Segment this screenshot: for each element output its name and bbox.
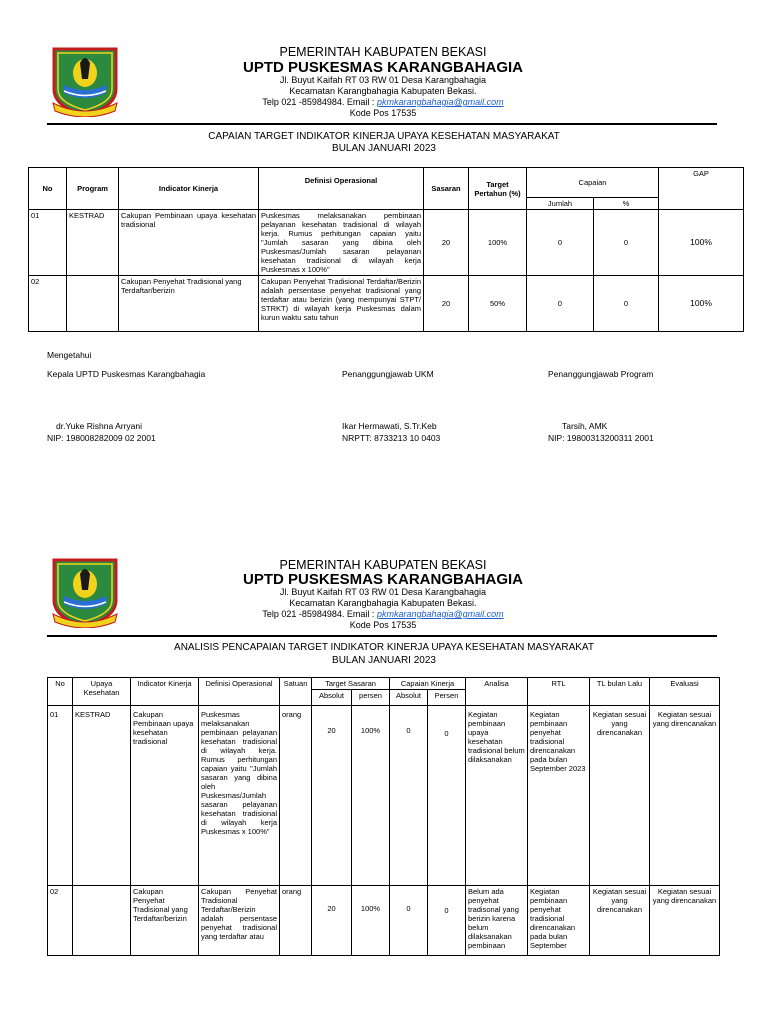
cell-satuan: orang [280, 886, 312, 956]
header-address-1: Jl. Buyut Kaifah RT 03 RW 01 Desa Karangbahagia [279, 75, 487, 85]
th-persen: persen [352, 690, 390, 706]
email-link[interactable]: pkmkarangbahagia@gmail.com [376, 97, 504, 107]
sig-name-ukm: Ikar Hermawati, S.Tr.Keb [342, 421, 437, 431]
th-absolut: Absolut [312, 690, 352, 706]
cell-definisi: Cakupan Penyehat Tradisional Terdaftar/Berizin adalah persentase penyehat tradisional yang terdaftar atau [199, 886, 280, 956]
telp-text: Telp 021 -85984984. Email : [262, 97, 377, 107]
sig-role-kepala: Kepala UPTD Puskesmas Karangbahagia [47, 369, 206, 379]
th-gap: GAP [659, 168, 744, 210]
th-upaya: Upaya Kesehatan [73, 678, 131, 706]
th-definisi: Definisi Operasional [259, 168, 424, 210]
sig-name-kepala: dr.Yuke Rishna Arryani [56, 421, 142, 431]
th-persen-capaian: Persen [428, 690, 466, 706]
th-no: No [29, 168, 67, 210]
header-kodepos: Kode Pos 17535 [349, 108, 417, 118]
th-persen: % [594, 198, 659, 210]
sig-nip-ukm: NRPTT: 8733213 10 0403 [342, 433, 441, 443]
email-link[interactable]: pkmkarangbahagia@gmail.com [376, 609, 504, 619]
header-telp [228, 97, 538, 108]
th-absolut-capaian: Absolut [390, 690, 428, 706]
sig-name-program: Tarsih, AMK [562, 421, 608, 431]
cell-gap: 100% [659, 210, 744, 276]
cell-definisi: Puskesmas melaksanakan pembinaan pelayanan kesehatan tradisional di wilayah kerja. Rumus perhitungan capaian yaitu "Jumlah sasaran yang dibina oleh Puskesmas/Jumlah sasaran pelayanan kesehatan tradisional di wilayah kerja Puskesmas x 100%" [199, 706, 280, 886]
sig-nip-program: NIP: 19800313200311 2001 [548, 433, 654, 443]
cell-gap: 100% [659, 276, 744, 332]
header-rule [47, 123, 717, 125]
cell-sasaran: 20 [424, 210, 469, 276]
sig-nip-kepala: NIP: 198008282009 02 2001 [47, 433, 156, 443]
cell-indikator: Cakupan Pembinaan upaya kesehatan tradisional [131, 706, 199, 886]
cell-upaya: KESTRAD [73, 706, 131, 886]
cell-analisa: Kegiatan pembinaan upaya kesehatan tradisional belum dilaksanakan [466, 706, 528, 886]
th-evaluasi: Evaluasi [650, 678, 720, 706]
sig-mengetahui: Mengetahui [47, 350, 92, 360]
cell-definisi: Puskesmas melaksanakan pembinaan pelayanan kesehatan tradisional di wilayah kerja. Rumus perhitungan capaian yaitu "Jumlah sasaran yang dibina oleh Puskesmas/Jumlah sasaran pelayanan kesehatan tradisional di wilayah kerja Puskesmas x 100%" [259, 210, 424, 276]
cell-persen: 100% [352, 886, 390, 956]
cell-program [67, 276, 119, 332]
cell-persen-capaian: 0 [428, 706, 466, 886]
table-row [48, 706, 720, 886]
cell-tl: Kegiatan sesuai yang direncanakan [590, 886, 650, 956]
cell-tl: Kegiatan sesuai yang direncanakan [590, 706, 650, 886]
cell-rtl: Kegiatan pembinaan penyehat tradisional direncanakan pada bulan September 2023 [528, 706, 590, 886]
th-program: Program [67, 168, 119, 210]
cell-persen: 100% [352, 706, 390, 886]
cell-evaluasi: Kegiatan sesuai yang direncanakan [650, 886, 720, 956]
cell-persen: 0 [594, 276, 659, 332]
cell-absolut: 20 [312, 706, 352, 886]
th-analisa: Analisa [466, 678, 528, 706]
analisis-table [47, 677, 720, 956]
cell-persen-capaian: 0 [428, 886, 466, 956]
cell-sasaran: 20 [424, 276, 469, 332]
th-target: Target Pertahun (%) [469, 168, 527, 210]
kabupaten-bekasi-logo [50, 556, 120, 628]
cell-no: 01 [48, 706, 73, 886]
th-rtl: RTL [528, 678, 590, 706]
th-capaian-kinerja: Capaian Kinerja [390, 678, 466, 690]
header-pemerintah: PEMERINTAH KABUPATEN BEKASI [279, 45, 487, 59]
page2-title: ANALISIS PENCAPAIAN TARGET INDIKATOR KINERJA UPAYA KESEHATAN MASYARAKAT [174, 642, 594, 653]
th-tl: TL bulan Lalu [590, 678, 650, 706]
cell-program: KESTRAD [67, 210, 119, 276]
header-telp [228, 609, 538, 620]
header-address-1: Jl. Buyut Kaifah RT 03 RW 01 Desa Karangbahagia [279, 587, 487, 597]
header-address-2: Kecamatan Karangbahagia Kabupaten Bekasi. [289, 86, 477, 96]
th-no: No [48, 678, 73, 706]
page2-subtitle: BULAN JANUARI 2023 [332, 655, 436, 666]
capaian-table [28, 167, 744, 332]
cell-indikator: Cakupan Pembinaan upaya kesehatan tradisional [119, 210, 259, 276]
th-jumlah: Jumlah [527, 198, 594, 210]
cell-target: 50% [469, 276, 527, 332]
th-sasaran: Sasaran [424, 168, 469, 210]
cell-definisi: Cakupan Penyehat Tradisional Terdaftar/Berizin adalah persentase penyehat tradisional yang terdaftar atau berizin (yang mempunyai STPT/ STRKT) di wilayah kerja Puskesmas dalam kurun waktu satu tahun [259, 276, 424, 332]
header-pemerintah: PEMERINTAH KABUPATEN BEKASI [279, 558, 487, 572]
telp-text: Telp 021 -85984984. Email : [262, 609, 377, 619]
table-row [29, 210, 744, 276]
th-satuan: Satuan [280, 678, 312, 706]
kabupaten-bekasi-logo [50, 45, 120, 117]
cell-jumlah: 0 [527, 276, 594, 332]
table-row [29, 276, 744, 332]
cell-no: 01 [29, 210, 67, 276]
cell-indikator: Cakupan Penyehat Tradisional yang Terdaftar/berizin [131, 886, 199, 956]
page1-title: CAPAIAN TARGET INDIKATOR KINERJA UPAYA KESEHATAN MASYARAKAT [208, 131, 560, 142]
cell-absolut: 20 [312, 886, 352, 956]
header-uptd: UPTD PUSKESMAS KARANGBAHAGIA [242, 59, 523, 76]
header-rule [47, 635, 717, 637]
cell-rtl: Kegiatan pembinaan penyehat tradisional direncanakan pada bulan September [528, 886, 590, 956]
header-kodepos: Kode Pos 17535 [349, 620, 417, 630]
cell-jumlah: 0 [527, 210, 594, 276]
th-capaian: Capaian [527, 168, 659, 198]
cell-absolut-capaian: 0 [390, 886, 428, 956]
cell-persen: 0 [594, 210, 659, 276]
cell-satuan: orang [280, 706, 312, 886]
cell-absolut-capaian: 0 [390, 706, 428, 886]
header-uptd: UPTD PUSKESMAS KARANGBAHAGIA [242, 571, 523, 588]
cell-no: 02 [48, 886, 73, 956]
th-indikator: Indicator Kinerja [119, 168, 259, 210]
th-target-sasaran: Target Sasaran [312, 678, 390, 690]
table-row [48, 886, 720, 956]
th-definisi: Definisi Operasional [199, 678, 280, 706]
sig-role-ukm: Penanggungjawab UKM [342, 369, 434, 379]
cell-evaluasi: Kegiatan sesuai yang direncanakan [650, 706, 720, 886]
th-indikator: Indicator Kinerja [131, 678, 199, 706]
cell-upaya [73, 886, 131, 956]
page1-subtitle: BULAN JANUARI 2023 [332, 143, 436, 154]
cell-indikator: Cakupan Penyehat Tradisional yang Terdaftar/berizin [119, 276, 259, 332]
cell-analisa: Belum ada penyehat tradisonal yang berizin karena belum dilaksanakan pembinaan [466, 886, 528, 956]
cell-no: 02 [29, 276, 67, 332]
header-address-2: Kecamatan Karangbahagia Kabupaten Bekasi. [289, 598, 477, 608]
cell-target: 100% [469, 210, 527, 276]
sig-role-program: Penanggungjawab Program [548, 369, 654, 379]
